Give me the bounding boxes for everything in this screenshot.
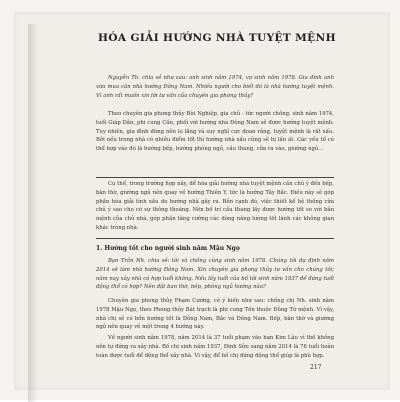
- page-spine-shadow: [28, 24, 38, 402]
- paragraph-answer-3: [96, 334, 334, 360]
- page-title: HÓA GIẢI HƯỚNG NHÀ TUYỆT MỆNH: [98, 32, 336, 44]
- paragraph-text: Theo chuyên gia phong thủy Bùi Nghiệp, gia chủ - tức người chồng, sinh năm 1974, tuổi Giáp Dần, phi cung Cấn, phối với hướng nhà Đông Nam sẽ được hướng tuyệt mệnh. Tuy nhiên, gia đình đừng nên lo lắng và suy nghĩ cực đoan rằng, tuyệt mệnh là rất xấu. Bởi nếu trong nhà có nhiều điểm tốt thì hướng nhà xấu cũng sẽ bị lấn át. Các yếu tố có thể hợp vào đó là hướng bếp, hướng phòng ngủ, cầu thang, cửa ra vào, giường ngủ...: [96, 111, 334, 153]
- page-number: 217: [310, 364, 322, 371]
- paragraph-question-1: [96, 74, 334, 100]
- paragraph-question-2: [96, 257, 334, 292]
- paragraph-text: Về người sinh năm 1978, năm 2014 là 37 tuổi phạm vào hạn Kim Lâu vì thế không nên tự đứng ra xây nhà. Bố chị sinh năm 1937, Đinh Sửu sang năm 2014 là 78 tuổi hoàn toàn được tuổi để động thổ xây nhà. Vì vậy, để bố chị đứng động thổ giúp là phù hợp.: [96, 335, 334, 359]
- section-heading: 1. Hướng tốt cho người sinh năm Mậu Ngọ: [96, 245, 240, 252]
- paragraph-text: Nguyễn Th. chia sẻ như sau: anh sinh năm 1974, vợ sinh năm 1978. Gia đình anh vừa mua căn nhà hướng Đông Nam. Nhiều người cho biết đó là nhà hướng tuyệt mệnh. Vì anh rất muốn xin lời tư vấn của chuyên gia phong thủy?: [96, 75, 334, 99]
- book-page: [14, 12, 390, 390]
- paragraph-text: Cụ thể, trong trường hợp này, để hóa giải hướng nhà tuyệt mệnh cần chú ý đến bếp, bàn thờ, giường ngủ nên quay về hướng Thiên Y, tức là hướng Tây Bắc. Điều này sẽ góp phần hóa giải tình xấu do hướng nhà gây ra. Bên cạnh đó, việc thiết kế hệ thống cửa chủ ý sao cho có sự thông thoáng. Nên bố trí cầu thang lấy được hướng tốt so với bản mệnh của chủ nhà, góp phần tăng cường các dòng năng lượng tốt lành các không gian khác trong nhà.: [96, 181, 334, 231]
- paragraph-text: Bạn Trần Nh. chia sẻ: tôi và chồng cùng sinh năm 1978. Chúng tôi dự định năm 2014 sẽ làm nhà hướng Đông Nam. Xin chuyên gia phong thủy tư vấn cho chúng tôi; năm nay xây nhà có hợp tuổi không. Nếu lấy tuổi của bố tôi sinh năm 1937 để đứng tuổi động thổ có hợp? Nên đặt ban thờ, bếp, phòng ngủ hướng nào?: [96, 258, 334, 291]
- paragraph-answer-2: [96, 297, 334, 332]
- divider-top: [96, 177, 334, 178]
- paragraph-answer-1: [96, 110, 334, 154]
- divider-bottom: [96, 238, 334, 239]
- paragraph-text: Chuyên gia phong thủy Phạm Cương, có ý kiến như sau: chồng chị Nh. sinh năm 1978 Mậu Ngọ, theo Phong thủy Bát trạch là phi cung Tốn thuộc Đông Tứ mệnh. Vì vậy, nhà chị sẽ có bốn hướng tốt là Đông Nam, Bắc và Đông Nam. Bếp, bàn thờ và giường ngủ nên quay về một trong 4 hướng này.: [96, 298, 334, 331]
- paragraph-box: [96, 180, 334, 233]
- page-content: [96, 12, 334, 390]
